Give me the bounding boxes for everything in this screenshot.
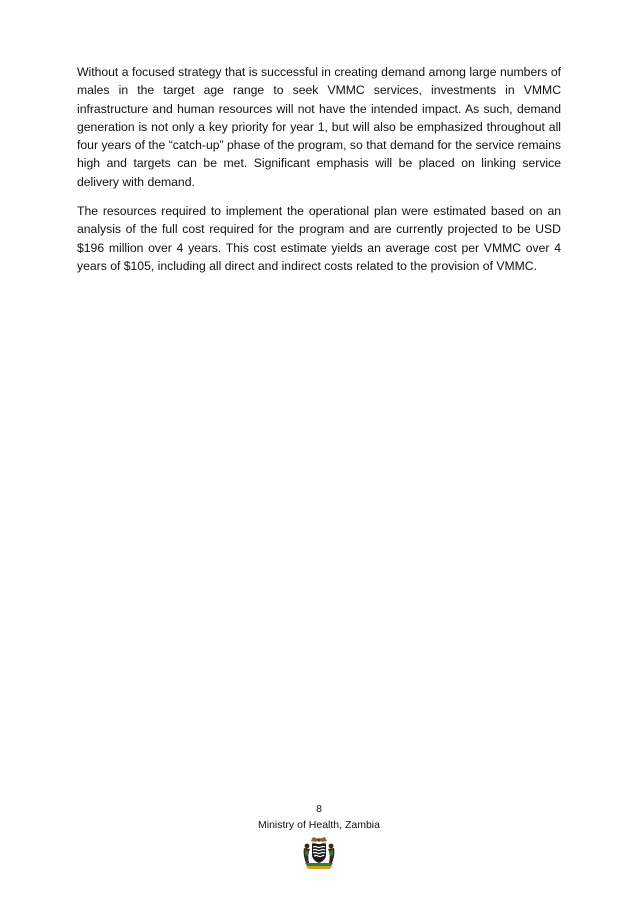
paragraph-demand-generation: Without a focused strategy that is successful in creating demand among large numbers of males in the target age range to seek VMMC services, investments in VMMC infrastructure and human resources will not have the intended impact. As such, demand generation is not only a key priority for year 1, but will also be emphasized throughout all four years of the “catch-up” phase of the program, so that demand for the service remains high and targets can be met. Significant emphasis will be placed on linking service delivery with demand.	[77, 65, 561, 189]
body-text	[77, 63, 561, 275]
footer-organization: Ministry of Health, Zambia	[258, 819, 380, 831]
coat-of-arms-icon	[300, 836, 338, 870]
page-number: 8	[316, 803, 322, 815]
paragraph-resources-cost: The resources required to implement the operational plan were estimated based on an analysis of the full cost required for the program and are currently projected to be USD $196 million over 4 years. This cost estimate yields an average cost per VMMC over 4 years of $105, including all direct and indirect costs related to the provision of VMMC.	[77, 204, 561, 273]
